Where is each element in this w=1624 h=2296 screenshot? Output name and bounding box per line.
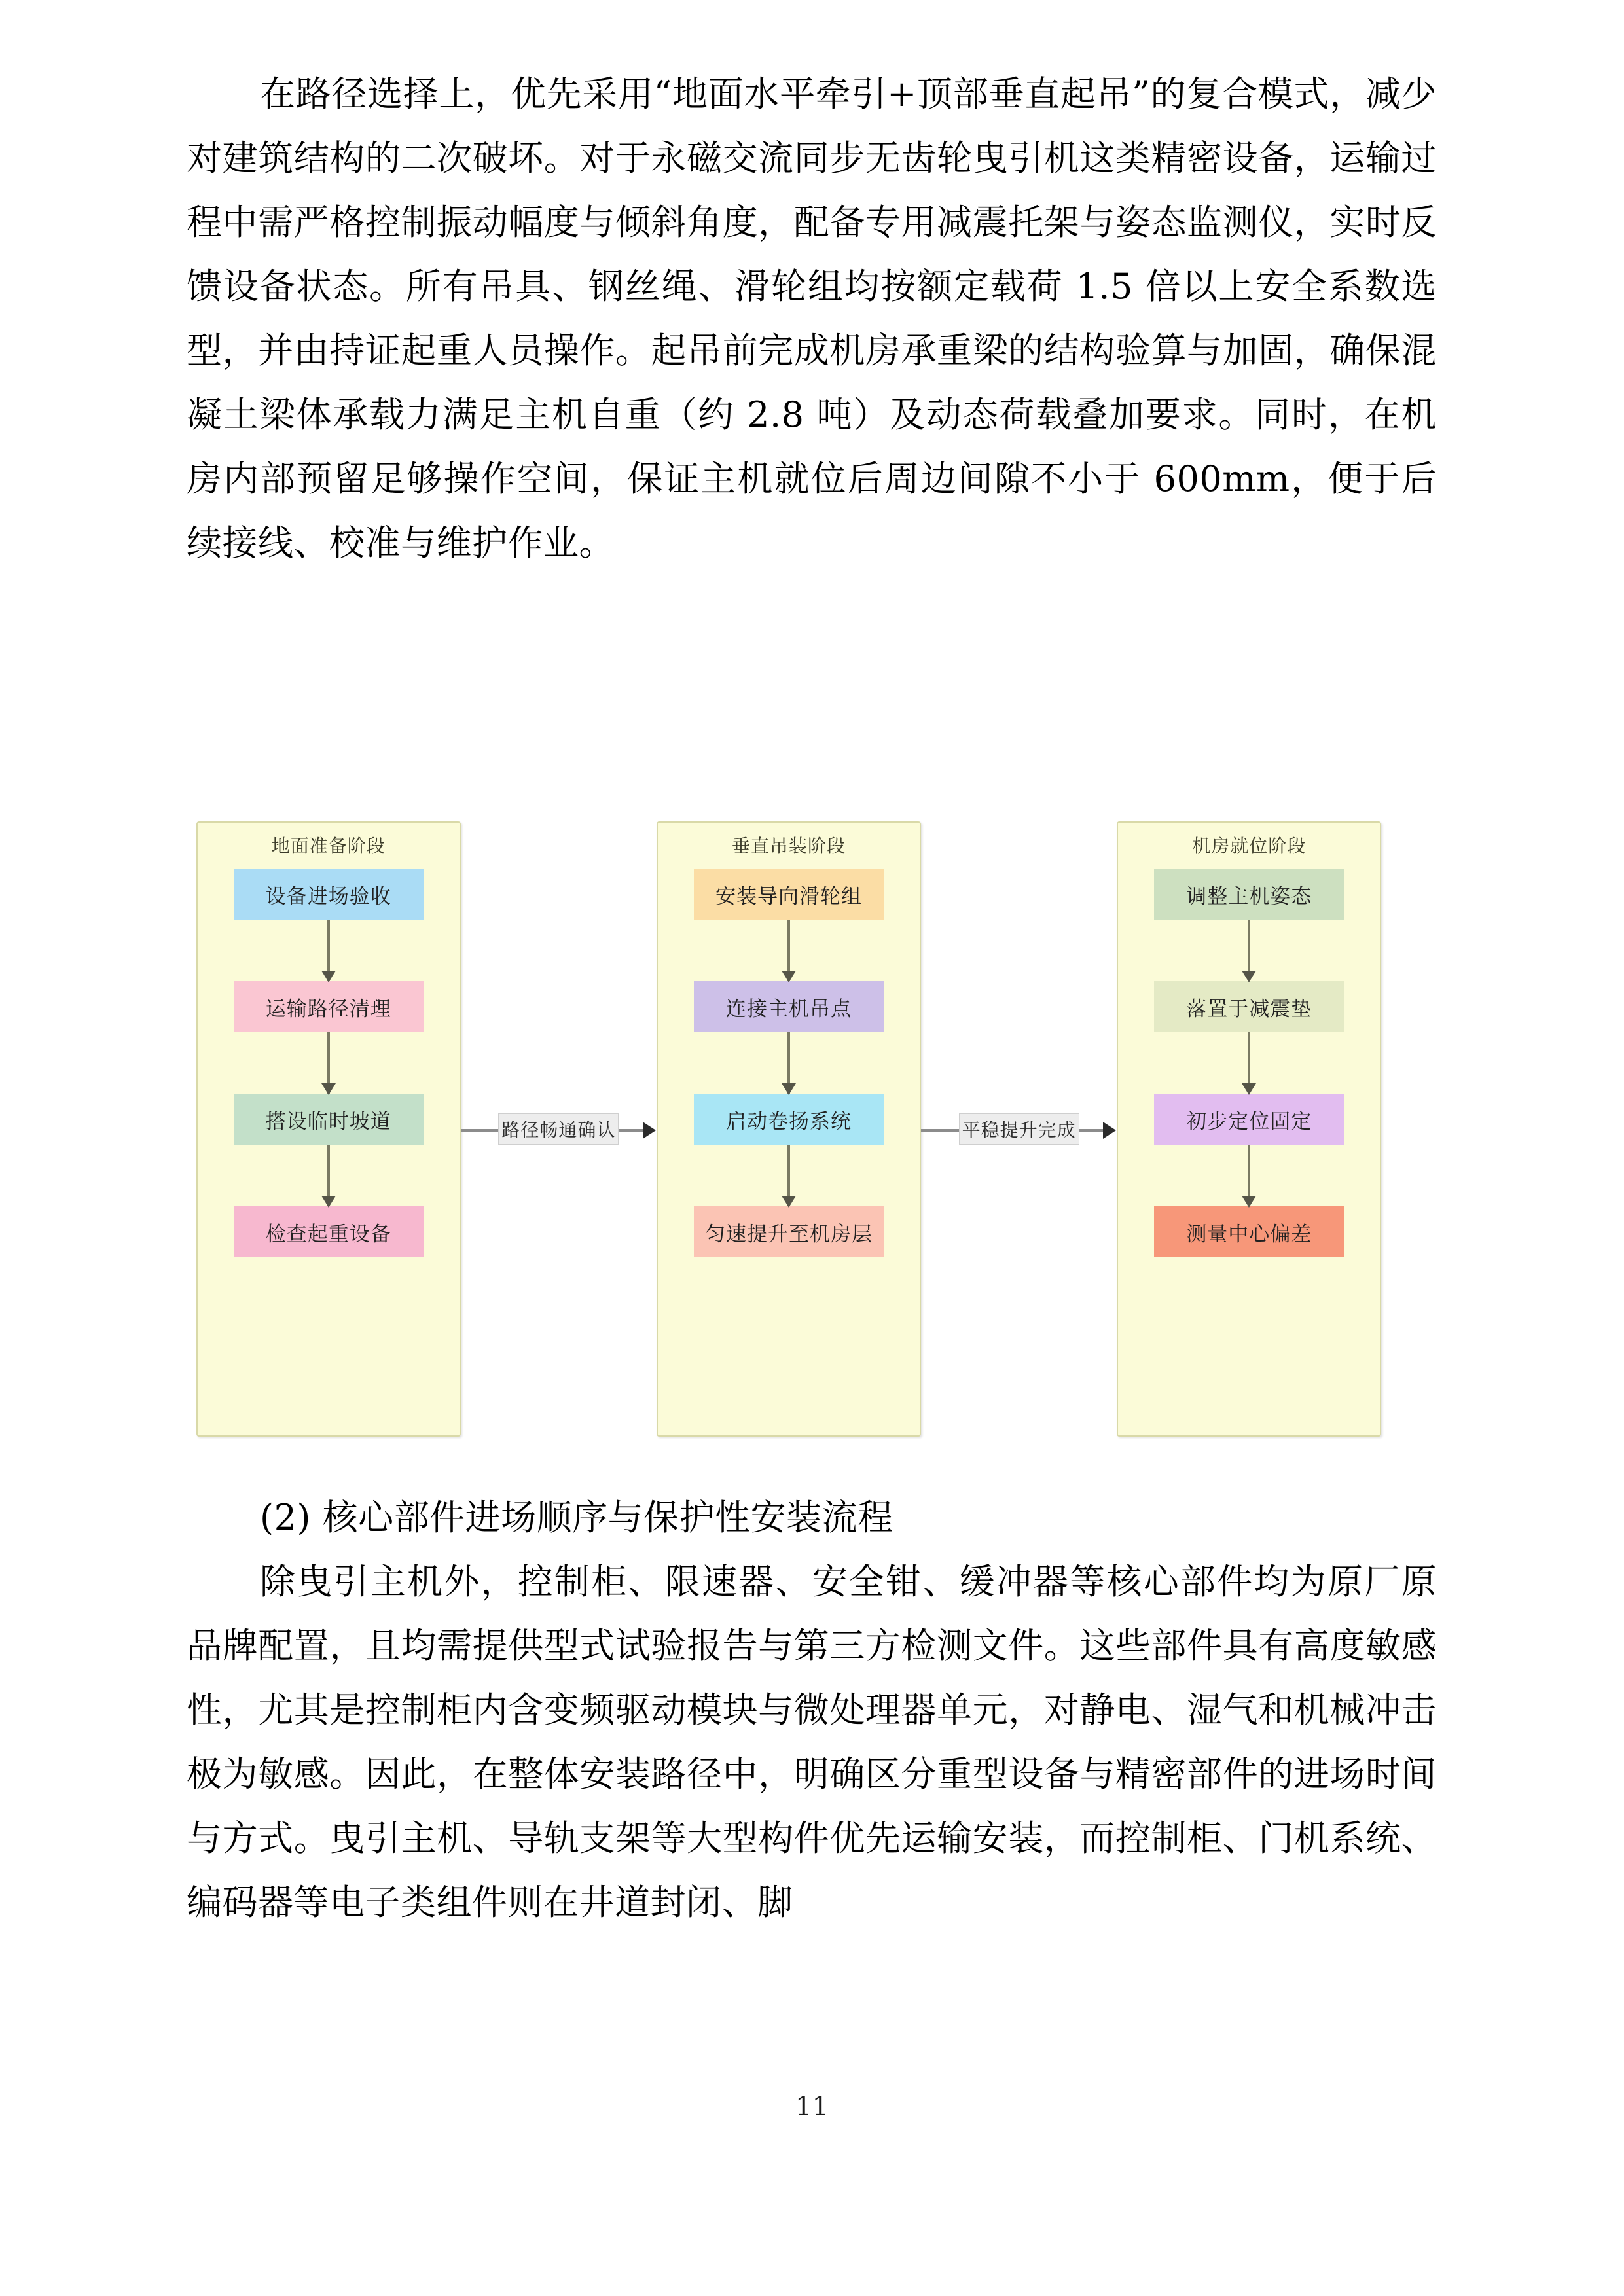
page-content-lower bbox=[187, 1486, 1437, 1935]
heading-core-components: (2) 核心部件进场顺序与保护性安装流程 bbox=[260, 1497, 893, 1538]
connector-label: 路径畅通确认 bbox=[498, 1113, 619, 1145]
page-number: 11 bbox=[795, 2092, 829, 2122]
flow-node[interactable]: 调整主机姿态 bbox=[1154, 869, 1344, 920]
phase-panel-vertical-hoisting bbox=[657, 821, 921, 1437]
phase-panel-machine-room-placement bbox=[1117, 821, 1381, 1437]
down-arrow-icon bbox=[327, 1032, 330, 1094]
down-arrow-icon bbox=[1248, 1145, 1250, 1206]
flow-node[interactable]: 检查起重设备 bbox=[234, 1206, 424, 1257]
connector-label: 平稳提升完成 bbox=[959, 1113, 1079, 1145]
flow-node[interactable]: 启动卷扬系统 bbox=[694, 1094, 884, 1145]
phase-title: 垂直吊装阶段 bbox=[732, 836, 846, 856]
down-arrow-icon bbox=[327, 1145, 330, 1206]
installation-flowchart bbox=[196, 821, 1381, 1437]
node-stack bbox=[672, 869, 905, 1421]
phase-title: 地面准备阶段 bbox=[271, 836, 386, 856]
down-arrow-icon bbox=[787, 920, 790, 981]
node-stack bbox=[1132, 869, 1365, 1421]
flow-node[interactable]: 设备进场验收 bbox=[234, 869, 424, 920]
paragraph-transport-path: 在路径选择上，优先采用“地面水平牵引+顶部垂直起吊”的复合模式，减少对建筑结构的二次破坏。对于永磁交流同步无齿轮曳引机这类精密设备，运输过程中需严格控制振动幅度与倾斜角度，配备专用减震托架与姿态监测仪，实时反馈设备状态。所有吊具、钢丝绳、滑轮组均按额定载荷 1.5 倍以上安全系数选型，并由持证起重人员操作。起吊前完成机房承重梁的结构验算与加固，确保混凝土梁体承载力满足主机自重（约 2.8 吨）及动态荷载叠加要求。同时，在机房内部预留足够操作空间，保证主机就位后周边间隙不小于 600mm，便于后续接线、校准与维护作业。 bbox=[187, 73, 1437, 564]
down-arrow-icon bbox=[1248, 920, 1250, 981]
flowchart-row bbox=[196, 821, 1381, 1437]
connector-smooth-lift-complete bbox=[921, 821, 1117, 1437]
flow-node[interactable]: 搭设临时坡道 bbox=[234, 1094, 424, 1145]
node-stack bbox=[212, 869, 445, 1421]
page-content bbox=[187, 62, 1437, 575]
flow-node[interactable]: 运输路径清理 bbox=[234, 981, 424, 1032]
paragraph-core-components: 除曳引主机外，控制柜、限速器、安全钳、缓冲器等核心部件均为原厂原品牌配置，且均需提供型式试验报告与第三方检测文件。这些部件具有高度敏感性，尤其是控制柜内含变频驱动模块与微处理器单元，对静电、湿气和机械冲击极为敏感。因此，在整体安装路径中，明确区分重型设备与精密部件的进场时间与方式。曳引主机、导轨支架等大型构件优先运输安装，而控制柜、门机系统、编码器等电子类组件则在井道封闭、脚 bbox=[187, 1561, 1437, 1923]
down-arrow-icon bbox=[1248, 1032, 1250, 1094]
flow-node[interactable]: 测量中心偏差 bbox=[1154, 1206, 1344, 1257]
down-arrow-icon bbox=[787, 1145, 790, 1206]
flow-node[interactable]: 匀速提升至机房层 bbox=[694, 1206, 884, 1257]
flow-node[interactable]: 安装导向滑轮组 bbox=[694, 869, 884, 920]
flow-node[interactable]: 初步定位固定 bbox=[1154, 1094, 1344, 1145]
connector-path-clear bbox=[461, 821, 657, 1437]
phase-title: 机房就位阶段 bbox=[1192, 836, 1307, 856]
flow-node[interactable]: 连接主机吊点 bbox=[694, 981, 884, 1032]
flow-node[interactable]: 落置于减震垫 bbox=[1154, 981, 1344, 1032]
down-arrow-icon bbox=[327, 920, 330, 981]
phase-panel-ground-preparation bbox=[196, 821, 461, 1437]
down-arrow-icon bbox=[787, 1032, 790, 1094]
